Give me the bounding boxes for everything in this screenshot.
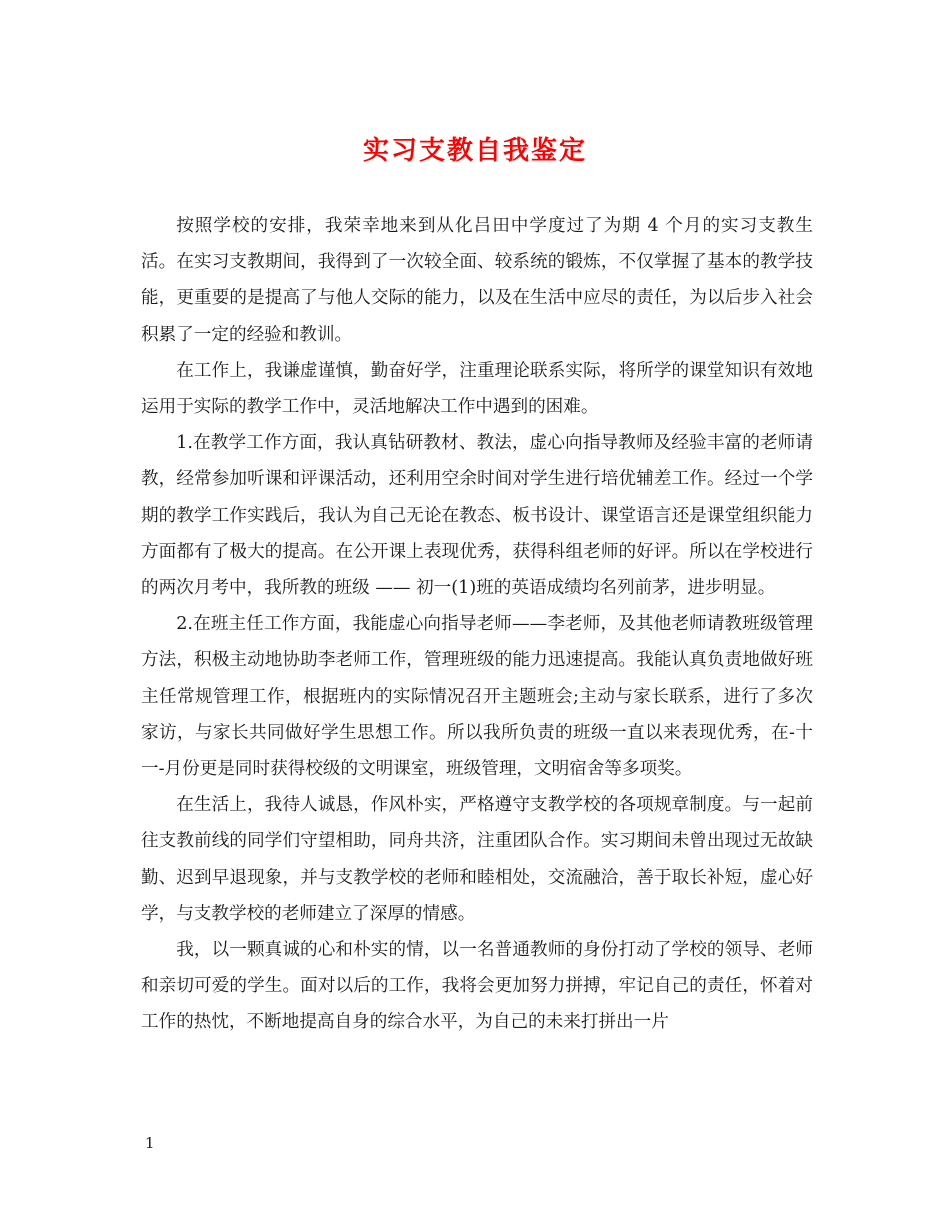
paragraph: 在生活上，我待人诚恳，作风朴实，严格遵守支教学校的各项规章制度。与一起前往支教前线的同学们守望相助，同舟共济，注重团队合作。实习期间未曾出现过无故缺勤、迟到早退现象，并与支教学校的老师和睦相处，交流融洽，善于取长补短，虚心好学，与支教学校的老师建立了深厚的情感。 xyxy=(141,795,813,924)
page-number: 1 xyxy=(145,1134,155,1152)
paragraph: 按照学校的安排，我荣幸地来到从化吕田中学度过了为期 4 个月的实习支教生活。在实习支教期间，我得到了一次较全面、较系统的锻炼，不仅掌握了基本的教学技能，更重要的是提高了与他人交际的能力，以及在生活中应尽的责任，为以后步入社会积累了一定的经验和教训。 xyxy=(141,216,813,345)
paragraph: 我，以一颗真诚的心和朴实的情，以一名普通教师的身份打动了学校的领导、老师和亲切可爱的学生。面对以后的工作，我将会更加努力拼搏，牢记自己的责任，怀着对工作的热忱，不断地提高自身的综合水平，为自己的未来打拼出一片 xyxy=(141,940,813,1033)
document-body xyxy=(141,208,813,1041)
paragraph: 在工作上，我谦虚谨慎，勤奋好学，注重理论联系实际，将所学的课堂知识有效地运用于实际的教学工作中，灵活地解决工作中遇到的困难。 xyxy=(141,360,813,418)
document-title: 实习支教自我鉴定 xyxy=(362,136,587,166)
paragraph: 1.在教学工作方面，我认真钻研教材、教法，虚心向指导教师及经验丰富的老师请教，经常参加听课和评课活动，还利用空余时间对学生进行培优辅差工作。经过一个学期的教学工作实践后，我认为自己无论在教态、板书设计、课堂语言还是课堂组织能力方面都有了极大的提高。在公开课上表现优秀，获得科组老师的好评。所以在学校进行的两次月考中，我所教的班级 —— 初一(1)班的英语成绩均名列前茅，进步明显。 xyxy=(141,433,813,599)
paragraph: 2.在班主任工作方面，我能虚心向指导老师——李老师，及其他老师请教班级管理方法，积极主动地协助李老师工作，管理班级的能力迅速提高。我能认真负责地做好班主任常规管理工作，根据班内的实际情况召开主题班会;主动与家长联系，进行了多次家访，与家长共同做好学生思想工作。所以我所负责的班级一直以来表现优秀，在-十一-月份更是同时获得校级的文明课室，班级管理，文明宿舍等多项奖。 xyxy=(141,614,813,780)
